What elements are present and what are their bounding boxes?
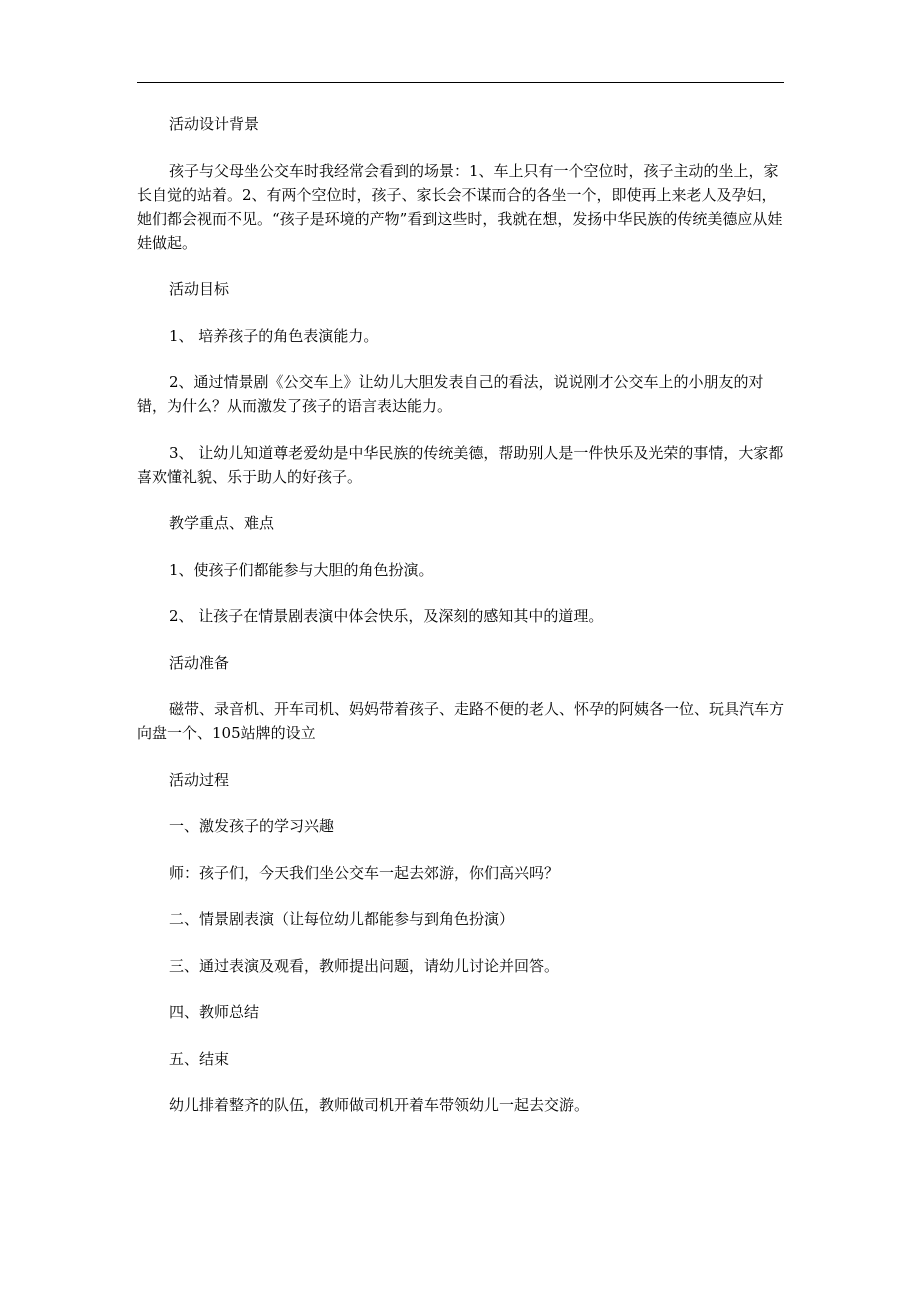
section-heading-key-points: 教学重点、难点 [169,514,275,532]
process-step-1-dialogue: 师：孩子们，今天我们坐公交车一起去郊游，你们高兴吗？ [169,863,560,882]
header-rule [137,82,784,83]
document-body [137,112,784,1117]
process-step-5: 五、结束 [169,1049,230,1068]
section-heading-background: 活动设计背景 [169,115,260,133]
process-step-2: 二、情景剧表演（让每位幼儿都能参与到角色扮演） [169,910,515,928]
section-heading-goals: 活动目标 [169,280,230,298]
goal-item-2: 2、通过情景剧《公交车上》让幼儿大胆发表自己的看法，说说刚才公交车上的小朋友的对错，为什么？从而激发了孩子的语言表达能力。 [137,373,764,415]
key-point-item-2: 2、 让孩子在情景剧表演中体会快乐，及深刻的感知其中的道理。 [169,607,604,625]
section-heading-process: 活动过程 [169,770,230,789]
process-step-1: 一、激发孩子的学习兴趣 [169,817,335,835]
background-paragraph: 孩子与父母坐公交车时我经常会看到的场景：1、车上只有一个空位时，孩子主动的坐上，家长自觉的站着。2、有两个空位时，孩子、家长会不谋而合的各坐一个，即使再上来老人及孕妇，她们都会视而不见。“孩子是环境的产物”看到这些时，我就在想，发扬中华民族的传统美德应从娃娃做起。 [137,161,783,252]
closing-paragraph: 幼儿排着整齐的队伍，教师做司机开着车带领幼儿一起去交游。 [169,1096,590,1114]
process-step-4: 四、教师总结 [169,1003,260,1021]
key-point-item-1: 1、使孩子们都能参与大胆的角色扮演。 [169,560,434,579]
section-heading-preparation: 活动准备 [169,653,230,672]
preparation-paragraph: 磁带、录音机、开车司机、妈妈带着孩子、走路不便的老人、怀孕的阿姨各一位、玩具汽车方向盘一个、105站牌的设立 [137,700,785,742]
goal-item-3: 3、 让幼儿知道尊老爱幼是中华民族的传统美德，帮助别人是一件快乐及光荣的事情，大家都喜欢懂礼貌、乐于助人的好孩子。 [137,443,784,486]
process-step-3: 三、通过表演及观看，教师提出问题，请幼儿讨论并回答。 [169,956,560,975]
goal-item-1: 1、 培养孩子的角色表演能力。 [169,326,379,345]
